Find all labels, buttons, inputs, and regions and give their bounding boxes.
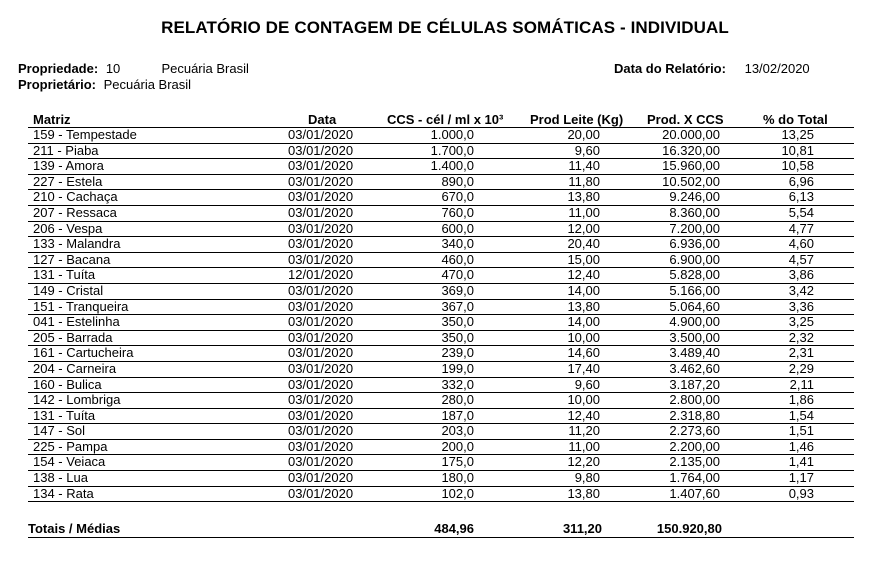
table-row <box>0 455 890 471</box>
cell-prod: 2.135,00 <box>669 454 720 470</box>
cell-pct: 3,25 <box>788 314 814 330</box>
cell-data: 03/01/2020 <box>288 142 354 158</box>
cell-data: 03/01/2020 <box>288 438 354 454</box>
table-row <box>0 424 890 440</box>
cell-leite: 11,20 <box>568 423 600 439</box>
cell-ccs: 1.400,0 <box>430 158 474 174</box>
table-row <box>0 471 890 487</box>
totals-leite: 311,20 <box>562 521 602 536</box>
cell-pct: 1,86 <box>788 392 814 408</box>
cell-matriz: 159 - Tempestade <box>33 127 137 142</box>
table-row <box>0 144 890 160</box>
table-row <box>0 253 890 269</box>
cell-ccs: 280,0 <box>441 392 474 408</box>
cell-matriz: 161 - Cartucheira <box>33 345 134 361</box>
cell-data: 03/01/2020 <box>288 173 354 189</box>
cell-matriz: 210 - Cachaça <box>33 189 118 205</box>
cell-ccs: 600,0 <box>441 220 474 236</box>
cell-pct: 0,93 <box>788 485 814 501</box>
cell-matriz: 142 - Lombriga <box>33 392 121 408</box>
cell-prod: 7.200,00 <box>669 220 720 236</box>
table-row <box>0 315 890 331</box>
cell-prod: 2.273,60 <box>669 423 720 439</box>
cell-ccs: 460,0 <box>441 251 474 267</box>
cell-prod: 2.800,00 <box>669 392 720 408</box>
cell-ccs: 367,0 <box>441 298 474 314</box>
table-row <box>0 190 890 206</box>
cell-ccs: 890,0 <box>441 173 474 189</box>
cell-pct: 6,96 <box>788 173 814 189</box>
cell-matriz: 151 - Tranqueira <box>33 298 129 314</box>
totals-rule <box>28 537 854 538</box>
cell-matriz: 207 - Ressaca <box>33 204 117 220</box>
column-header-leite: Prod Leite (Kg) <box>530 112 624 127</box>
cell-ccs: 203,0 <box>441 423 474 439</box>
column-header-pct: % do Total <box>763 112 828 127</box>
cell-ccs: 350,0 <box>441 329 474 345</box>
cell-ccs: 340,0 <box>441 236 474 252</box>
cell-matriz: 133 - Malandra <box>33 236 121 252</box>
table-row <box>0 237 890 253</box>
cell-leite: 13,80 <box>567 298 600 314</box>
cell-data: 03/01/2020 <box>288 189 354 205</box>
cell-data: 03/01/2020 <box>288 407 354 423</box>
cell-prod: 20.000,00 <box>662 127 720 142</box>
cell-data: 12/01/2020 <box>288 267 354 283</box>
report-title: RELATÓRIO DE CONTAGEM DE CÉLULAS SOMÁTICAS - INDIVIDUAL <box>161 18 729 37</box>
cell-matriz: 205 - Barrada <box>33 329 113 345</box>
cell-prod: 1.407,60 <box>669 485 720 501</box>
cell-matriz: 138 - Lua <box>33 470 88 486</box>
cell-pct: 2,11 <box>789 376 814 392</box>
cell-leite: 17,40 <box>567 360 600 376</box>
cell-leite: 10,00 <box>567 329 600 345</box>
table-row <box>0 300 890 316</box>
cell-data: 03/01/2020 <box>288 127 354 142</box>
table-row <box>0 268 890 284</box>
column-header-prod: Prod. X CCS <box>647 112 724 127</box>
cell-prod: 1.764,00 <box>669 470 720 486</box>
table-row <box>0 175 890 191</box>
cell-leite: 11,40 <box>568 158 600 174</box>
cell-leite: 14,60 <box>567 345 600 361</box>
cell-data: 03/01/2020 <box>288 251 354 267</box>
cell-leite: 14,00 <box>567 314 600 330</box>
cell-data: 03/01/2020 <box>288 158 354 174</box>
data-table-body <box>0 128 890 502</box>
cell-leite: 11,00 <box>568 438 600 454</box>
table-row <box>0 487 890 503</box>
cell-ccs: 239,0 <box>441 345 474 361</box>
cell-prod: 2.318,80 <box>669 407 720 423</box>
table-row <box>0 378 890 394</box>
table-row <box>0 222 890 238</box>
owner-label: Proprietário: <box>18 77 97 92</box>
cell-leite: 10,00 <box>567 392 600 408</box>
cell-ccs: 670,0 <box>441 189 474 205</box>
cell-data: 03/01/2020 <box>288 314 354 330</box>
table-row <box>0 409 890 425</box>
cell-pct: 2,29 <box>788 360 814 376</box>
cell-matriz: 154 - Veiaca <box>33 454 106 470</box>
cell-leite: 12,20 <box>567 454 600 470</box>
cell-prod: 6.936,00 <box>669 236 720 252</box>
cell-data: 03/01/2020 <box>288 376 354 392</box>
cell-prod: 3.489,40 <box>669 345 720 361</box>
cell-prod: 9.246,00 <box>669 189 720 205</box>
cell-leite: 20,40 <box>567 236 600 252</box>
table-row <box>0 128 890 144</box>
table-row <box>0 159 890 175</box>
cell-pct: 3,86 <box>788 267 814 283</box>
cell-ccs: 760,0 <box>441 204 474 220</box>
cell-leite: 11,00 <box>568 204 600 220</box>
column-header-matriz: Matriz <box>33 112 71 127</box>
property-line <box>18 61 249 76</box>
owner-line <box>18 77 191 92</box>
cell-pct: 1,41 <box>788 454 814 470</box>
cell-data: 03/01/2020 <box>288 204 354 220</box>
totals-label: Totais / Médias <box>28 521 121 536</box>
report-date-value: 13/02/2020 <box>744 61 810 76</box>
cell-matriz: 160 - Bulica <box>33 376 102 392</box>
cell-leite: 12,40 <box>567 407 600 423</box>
cell-pct: 3,36 <box>788 298 814 314</box>
cell-leite: 11,80 <box>568 173 600 189</box>
cell-matriz: 127 - Bacana <box>33 251 111 267</box>
cell-ccs: 200,0 <box>441 438 474 454</box>
cell-matriz: 131 - Tuíta <box>33 267 96 283</box>
cell-matriz: 149 - Cristal <box>33 282 104 298</box>
cell-data: 03/01/2020 <box>288 329 354 345</box>
table-row <box>0 331 890 347</box>
cell-leite: 12,00 <box>567 220 600 236</box>
cell-ccs: 1.700,0 <box>430 142 474 158</box>
cell-pct: 4,77 <box>788 220 814 236</box>
cell-prod: 5.064,60 <box>669 298 720 314</box>
cell-data: 03/01/2020 <box>288 220 354 236</box>
column-header-ccs: CCS - cél / ml x 10³ <box>387 112 504 127</box>
cell-matriz: 204 - Carneira <box>33 360 117 376</box>
cell-ccs: 1.000,0 <box>430 127 474 142</box>
cell-matriz: 225 - Pampa <box>33 438 108 454</box>
cell-pct: 1,46 <box>788 438 814 454</box>
cell-pct: 4,60 <box>788 236 814 252</box>
cell-ccs: 175,0 <box>441 454 474 470</box>
cell-data: 03/01/2020 <box>288 298 354 314</box>
cell-matriz: 206 - Vespa <box>33 220 103 236</box>
cell-matriz: 131 - Tuíta <box>33 407 96 423</box>
cell-data: 03/01/2020 <box>288 470 354 486</box>
table-row <box>0 440 890 456</box>
cell-data: 03/01/2020 <box>288 423 354 439</box>
cell-prod: 3.462,60 <box>669 360 720 376</box>
cell-leite: 9,60 <box>574 142 600 158</box>
cell-prod: 3.187,20 <box>669 376 720 392</box>
cell-leite: 15,00 <box>567 251 600 267</box>
cell-pct: 1,51 <box>788 423 814 439</box>
cell-pct: 6,13 <box>788 189 814 205</box>
totals-prod: 150.920,80 <box>656 521 722 536</box>
cell-leite: 9,60 <box>574 376 600 392</box>
cell-pct: 2,31 <box>788 345 814 361</box>
cell-ccs: 102,0 <box>441 485 474 501</box>
cell-prod: 4.900,00 <box>669 314 720 330</box>
cell-matriz: 147 - Sol <box>33 423 86 439</box>
table-row <box>0 206 890 222</box>
cell-data: 03/01/2020 <box>288 392 354 408</box>
report-date-label: Data do Relatório: <box>614 61 726 76</box>
table-row <box>0 346 890 362</box>
report-date-line <box>614 61 810 76</box>
cell-ccs: 350,0 <box>441 314 474 330</box>
cell-leite: 12,40 <box>567 267 600 283</box>
cell-leite: 9,80 <box>574 470 600 486</box>
cell-matriz: 134 - Rata <box>33 485 94 501</box>
owner-name: Pecuária Brasil <box>103 77 192 92</box>
cell-prod: 2.200,00 <box>669 438 720 454</box>
cell-data: 03/01/2020 <box>288 454 354 470</box>
cell-ccs: 369,0 <box>441 282 474 298</box>
cell-pct: 1,17 <box>788 470 814 486</box>
cell-prod: 6.900,00 <box>669 251 720 267</box>
cell-ccs: 180,0 <box>441 470 474 486</box>
cell-prod: 15.960,00 <box>662 158 720 174</box>
cell-data: 03/01/2020 <box>288 485 354 501</box>
cell-prod: 5.166,00 <box>669 282 720 298</box>
table-row <box>0 362 890 378</box>
table-row <box>0 393 890 409</box>
cell-data: 03/01/2020 <box>288 360 354 376</box>
cell-prod: 5.828,00 <box>669 267 720 283</box>
cell-pct: 1,54 <box>788 407 814 423</box>
cell-matriz: 139 - Amora <box>33 158 104 174</box>
cell-data: 03/01/2020 <box>288 345 354 361</box>
property-name: Pecuária Brasil <box>161 61 249 76</box>
cell-pct: 2,32 <box>788 329 814 345</box>
table-row <box>0 284 890 300</box>
cell-pct: 5,54 <box>788 204 814 220</box>
cell-pct: 10,58 <box>781 158 814 174</box>
cell-ccs: 187,0 <box>441 407 474 423</box>
property-number: 10 <box>105 61 121 76</box>
cell-prod: 8.360,00 <box>669 204 720 220</box>
cell-prod: 3.500,00 <box>669 329 720 345</box>
cell-prod: 16.320,00 <box>662 142 720 158</box>
column-header-data: Data <box>308 112 337 127</box>
cell-data: 03/01/2020 <box>288 236 354 252</box>
property-label: Propriedade: <box>18 61 99 76</box>
cell-leite: 13,80 <box>567 189 600 205</box>
cell-matriz: 227 - Estela <box>33 173 103 189</box>
cell-pct: 13,25 <box>781 127 814 142</box>
totals-ccs: 484,96 <box>434 521 474 536</box>
cell-prod: 10.502,00 <box>662 173 720 189</box>
cell-data: 03/01/2020 <box>288 282 354 298</box>
cell-leite: 13,80 <box>567 485 600 501</box>
cell-leite: 20,00 <box>567 127 600 142</box>
cell-pct: 3,42 <box>788 282 814 298</box>
cell-ccs: 332,0 <box>441 376 474 392</box>
cell-ccs: 470,0 <box>441 267 474 283</box>
cell-matriz: 211 - Piaba <box>33 142 99 158</box>
cell-pct: 4,57 <box>788 251 814 267</box>
cell-matriz: 041 - Estelinha <box>33 314 120 330</box>
cell-pct: 10,81 <box>781 142 814 158</box>
cell-ccs: 199,0 <box>441 360 474 376</box>
cell-leite: 14,00 <box>567 282 600 298</box>
